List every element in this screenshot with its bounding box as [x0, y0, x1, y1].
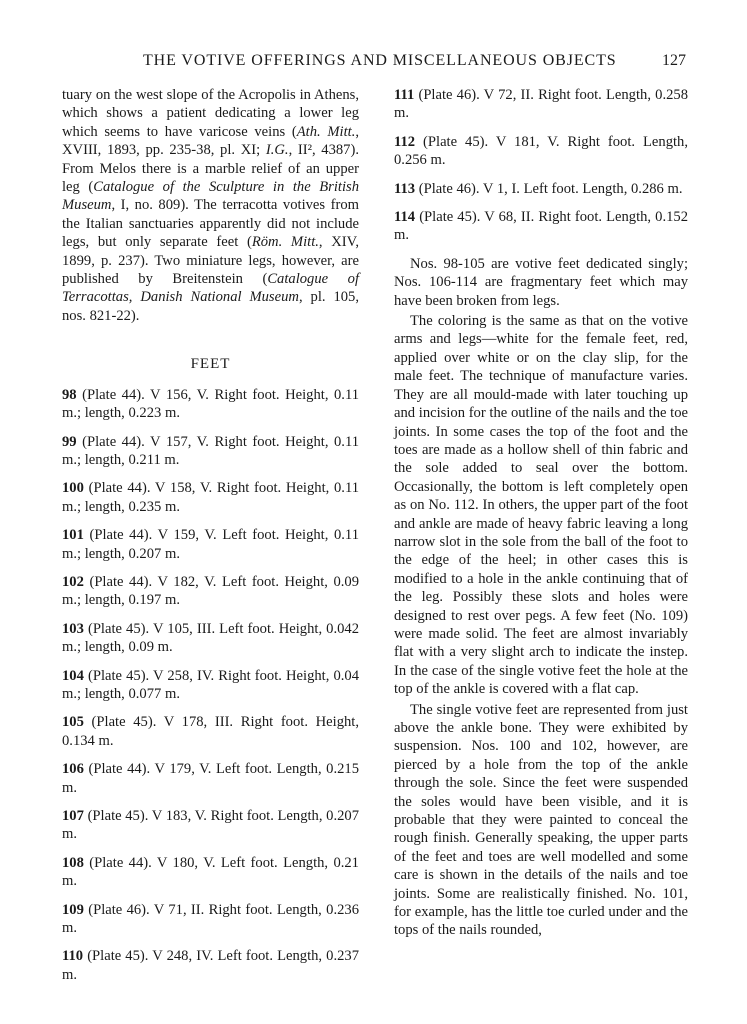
entry-text: (Plate 44). V 157, V. Right foot. Height, 0.11 m.; length, 0.211 m.	[62, 433, 359, 468]
entry-number: 107	[62, 808, 84, 824]
entry-number: 108	[62, 854, 84, 871]
citation-british-museum: Catalogue of the Sculpture in the British Museum	[62, 179, 359, 214]
entry-number: 105	[62, 714, 84, 731]
catalogue-entry	[62, 433, 359, 470]
catalogue-entry	[62, 854, 359, 891]
catalogue-entry	[394, 208, 688, 245]
entry-text: (Plate 44). V 159, V. Left foot. Height, 0.11 m.; length, 0.207 m.	[62, 527, 359, 562]
entry-text: (Plate 45). V 248, IV. Left foot. Length, 0.237 m.	[62, 948, 359, 983]
intro-text: tuary on the west slope of the Acropolis in Athens, which shows a patient dedicating a lower leg which seems to have varicose veins (	[62, 87, 359, 140]
entry-number: 113	[394, 180, 416, 197]
intro-text: , XVIII, 1893, pp. 235-38, pl. XI;	[62, 123, 359, 159]
left-column	[62, 86, 359, 994]
running-title: THE VOTIVE OFFERINGS AND MISCELLANEOUS OBJECTS	[143, 52, 617, 69]
catalogue-entry	[62, 901, 359, 938]
intro-text: , XIV, 1899, p. 237). Two miniature legs, however, are published by Breitenstein (	[62, 234, 359, 288]
entry-text: (Plate 45). V 68, II. Right foot. Length, 0.152 m.	[394, 209, 688, 244]
catalogue-entry	[394, 180, 688, 198]
entry-text: (Plate 44). V 179, V. Left foot. Length, 0.215 m.	[62, 761, 359, 796]
entry-text: (Plate 45). V 183, V. Right foot. Length, 0.207 m.	[62, 808, 359, 843]
entry-number: 106	[62, 761, 84, 778]
entry-text: (Plate 45). V 181, V. Right foot. Length, 0.256 m.	[394, 133, 688, 169]
entry-text: (Plate 46). V 72, II. Right foot. Length, 0.258 m.	[394, 87, 688, 122]
entry-text: (Plate 46). V 71, II. Right foot. Length, 0.236 m.	[62, 901, 359, 937]
entry-number: 111	[394, 87, 415, 103]
catalogue-entry	[62, 667, 359, 704]
entry-number: 109	[62, 901, 84, 918]
entry-text: (Plate 44). V 158, V. Right foot. Height, 0.11 m.; length, 0.235 m.	[62, 480, 359, 515]
catalogue-entry	[62, 620, 359, 657]
entry-number: 99	[62, 433, 77, 450]
entry-number: 112	[394, 133, 416, 150]
catalogue-entry	[62, 573, 359, 610]
entry-number: 100	[62, 480, 84, 497]
catalogue-entry	[62, 526, 359, 563]
body-paragraph: The single votive feet are represented from just above the ankle bone. They were exhibited by suspension. Nos. 100 and 102, however, are pierced by a hole from the top of the ankle through the sole. Since the feet were suspended the soles would have been visible, and it is probable that they were painted to conceal the rough finish. Generally speaking, the upper parts of the feet and toes are well modelled and some care is shown in the details of the nails and toe joints. Some are realistically finished. No. 101, for example, has the little toe curled under and the tops of the nails rounded,	[394, 701, 688, 939]
entry-number: 103	[62, 620, 84, 637]
body-paragraph: Nos. 98-105 are votive feet dedicated singly; Nos. 106-114 are fragmentary feet which may have been broken from legs.	[394, 255, 688, 309]
section-title: FEET	[190, 356, 231, 373]
entry-number: 104	[62, 667, 84, 684]
entry-text: (Plate 44). V 156, V. Right foot. Height, 0.11 m.; length, 0.223 m.	[62, 386, 359, 422]
citation-ig: I.G.	[265, 142, 289, 159]
catalogue-entry	[62, 760, 359, 797]
catalogue-entry	[394, 86, 688, 123]
entry-number: 110	[62, 948, 84, 965]
catalogue-entry	[62, 713, 359, 750]
catalogue-entry	[62, 386, 359, 423]
entry-text: (Plate 46). V 1, I. Left foot. Length, 0.286 m.	[418, 180, 683, 197]
entry-text: (Plate 45). V 178, III. Right foot. Height, 0.134 m.	[62, 714, 359, 749]
citation-rom-mitt: Röm. Mitt.	[251, 234, 319, 251]
citation-danish-museum: Catalogue of Terracottas, Danish National Museum	[62, 271, 359, 306]
entry-number: 98	[62, 386, 77, 403]
intro-text: , pl. 105, nos. 821-22).	[62, 289, 360, 324]
intro-text: , II², 4387). From Melos there is a marble relief of an upper leg (	[62, 142, 359, 196]
entry-number: 102	[62, 573, 84, 590]
body-paragraph: The coloring is the same as that on the votive arms and legs—white for the female feet, red, applied over white or on the clay slip, for the male feet. The technique of manufacture varies. They are all mould-made with later touching up and incision for the outline of the nails and the toe joints. In some cases the top of the foot and the toes are made as a hollow shell of thin fabric and the sole added to seal over the bottom. Occasionally, the bottom is left completely open as on No. 112. In others, the upper part of the foot and ankle are made of heavy fabric leaving a long narrow slot in the sole from the ball of the foot to the edge of the heel; in other cases this is modified to a hole in the ankle continuing that of the leg. Possibly these slots and holes were designed to rest over pegs. A few feet (No. 109) were made solid. The feet are almost invariably flat with a very slight arch to indicate the instep. In the case of the single votive feet the hole at the top of the ankle is covered with a flat cap.	[394, 313, 688, 698]
catalogue-entries-left	[62, 386, 359, 985]
catalogue-entry	[62, 947, 359, 984]
intro-paragraph	[62, 86, 359, 325]
catalogue-entry	[62, 479, 359, 516]
catalogue-entry	[394, 133, 688, 170]
entry-text: (Plate 44). V 182, V. Left foot. Height, 0.09 m.; length, 0.197 m.	[62, 573, 359, 609]
running-head	[0, 52, 747, 76]
page-number: 127	[662, 52, 686, 69]
entry-text: (Plate 45). V 258, IV. Right foot. Height, 0.04 m.; length, 0.077 m.	[62, 667, 360, 702]
catalogue-entries-right	[394, 86, 688, 245]
citation-ath-mitt: Ath. Mitt.	[296, 123, 356, 140]
right-column	[394, 86, 688, 940]
entry-text: (Plate 45). V 105, III. Left foot. Height, 0.042 m.; length, 0.09 m.	[62, 620, 359, 656]
entry-number: 101	[62, 527, 84, 544]
entry-number: 114	[394, 209, 416, 226]
entry-text: (Plate 44). V 180, V. Left foot. Length, 0.21 m.	[62, 854, 359, 890]
intro-text: , I, no. 809). The terracotta votives from the Italian sanctuaries apparently did not include legs, but only separate feet (	[62, 197, 359, 251]
catalogue-entry	[62, 807, 359, 844]
